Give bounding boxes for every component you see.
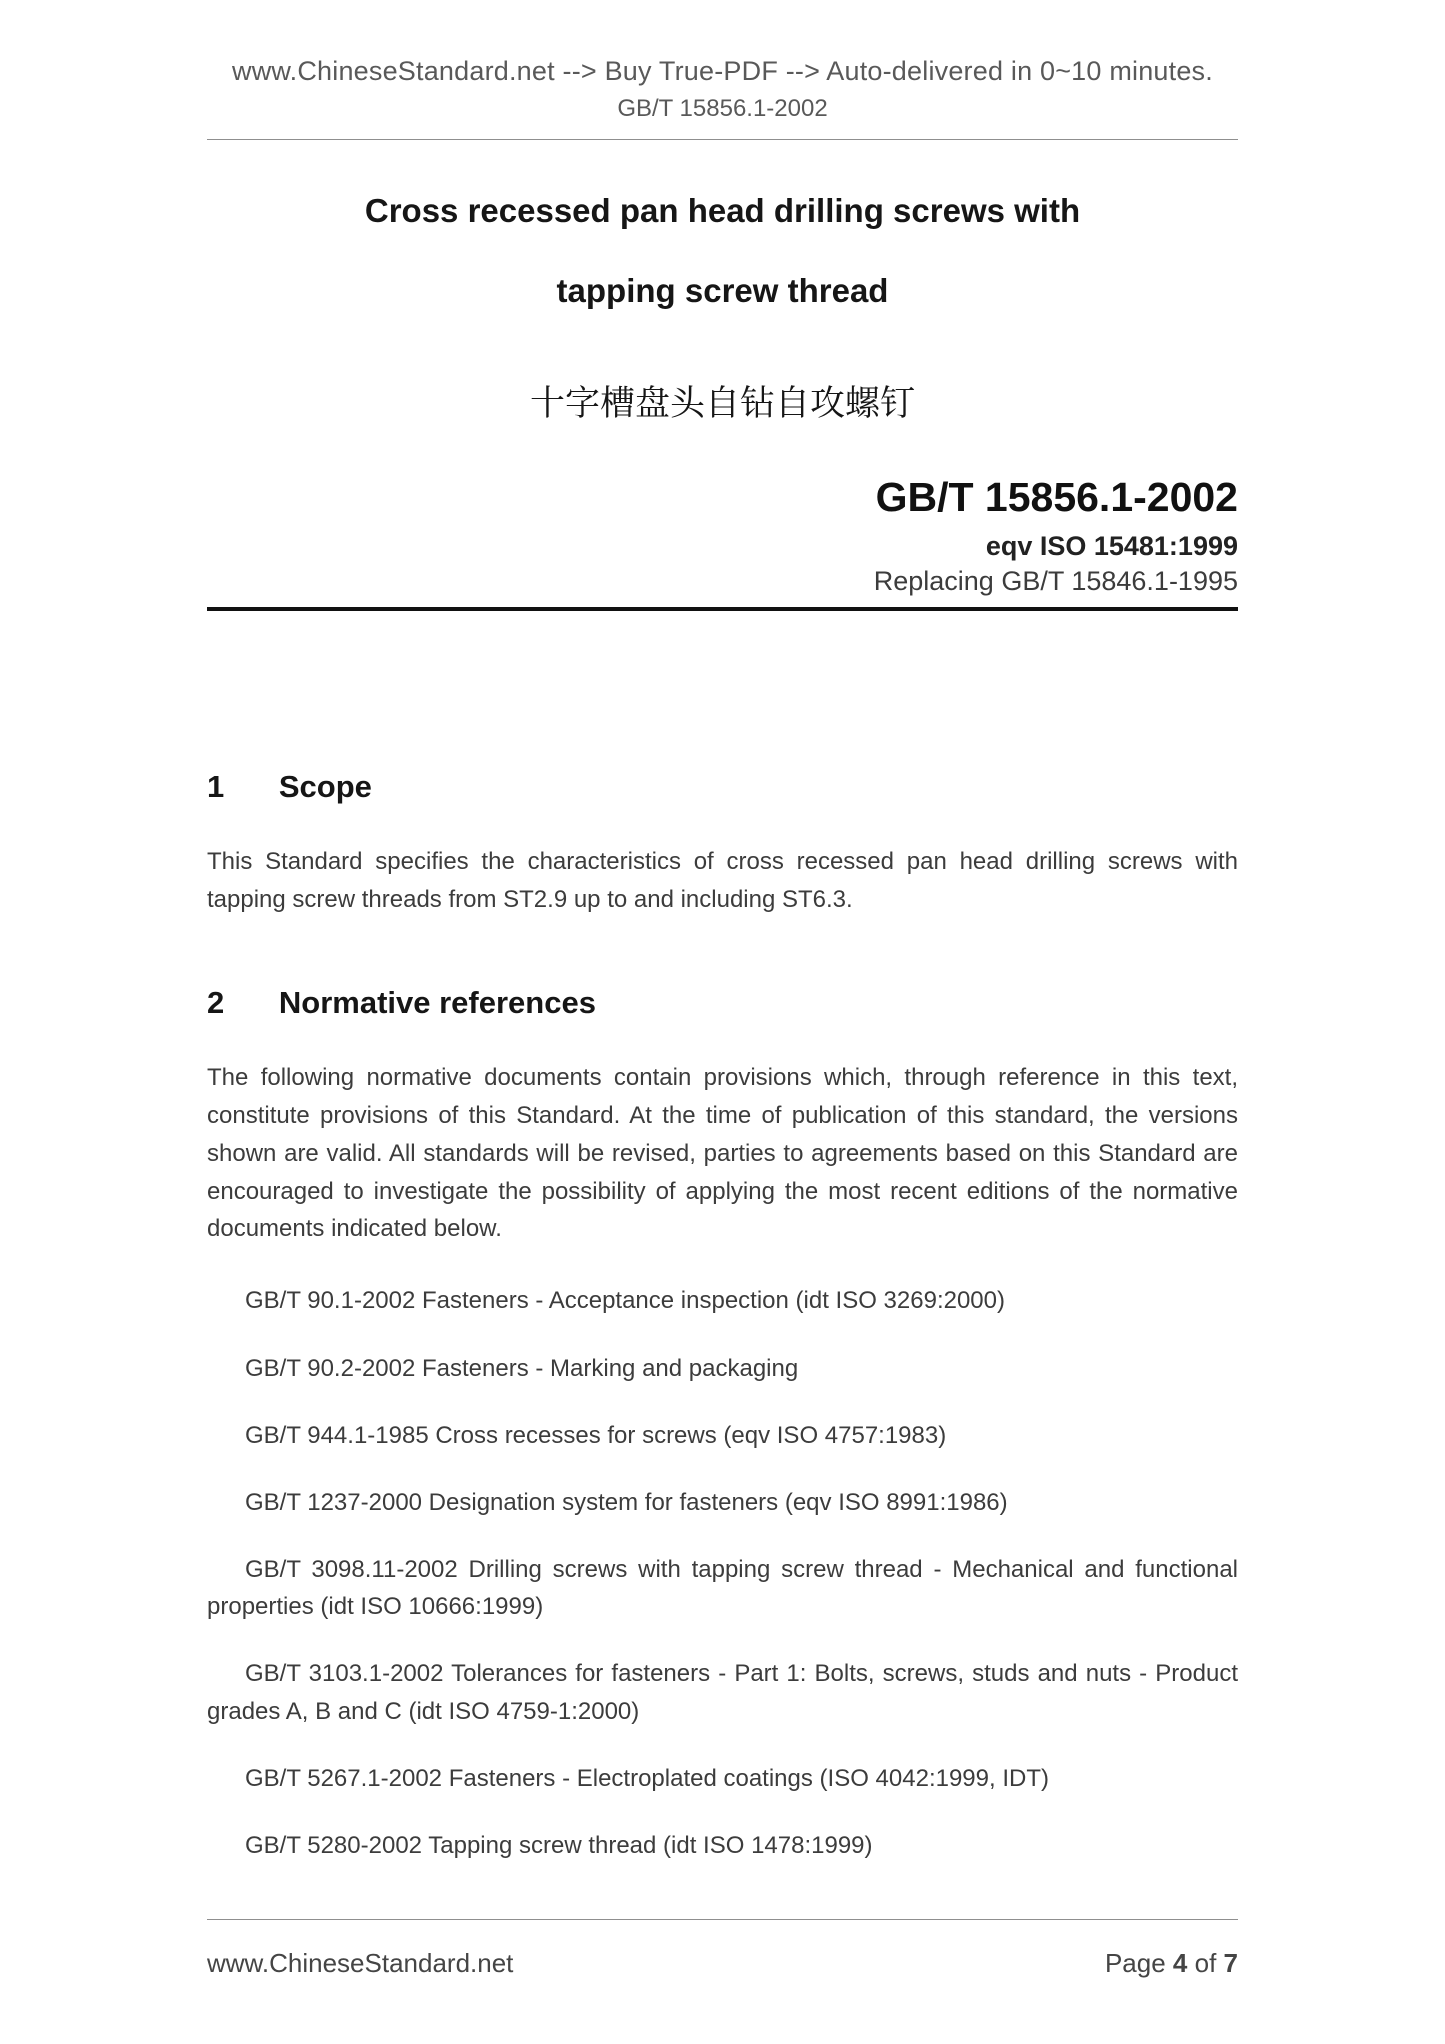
promo-banner: www.ChineseStandard.net --> Buy True-PDF --> Auto-delivered in 0~10 minutes. (232, 56, 1213, 86)
section-title: Scope (278, 769, 372, 804)
reference-item: GB/T 3098.11-2002 Drilling screws with tapping screw thread - Mechanical and functional properties (idt ISO 10666:1999) (207, 1556, 1238, 1621)
section-heading-scope (207, 769, 1238, 805)
header-divider (207, 139, 1238, 140)
document-title-chinese: 十字槽盘头自钻自攻螺钉 (529, 384, 915, 423)
page-header (0, 0, 1445, 123)
document-title-line-1: Cross recessed pan head drilling screws with (364, 192, 1081, 229)
section-number: 1 (207, 769, 225, 804)
reference-item: GB/T 90.1-2002 Fasteners - Acceptance inspection (idt ISO 3269:2000) (245, 1287, 1005, 1315)
designation-divider (207, 607, 1238, 611)
reference-item: GB/T 1237-2000 Designation system for fasteners (eqv ISO 8991:1986) (245, 1488, 1008, 1516)
reference-item: GB/T 5267.1-2002 Fasteners - Electroplated coatings (ISO 4042:1999, IDT) (245, 1764, 1049, 1792)
standard-code: GB/T 15856.1-2002 (875, 474, 1238, 520)
page-total: 7 (1223, 1948, 1238, 1978)
reference-list (207, 1282, 1238, 1864)
section-title: Normative references (278, 984, 596, 1020)
standard-replacing-note: Replacing GB/T 15846.1-1995 (873, 566, 1238, 596)
footer-row (207, 1948, 1238, 1979)
header-doc-code: GB/T 15856.1-2002 (617, 95, 828, 122)
page-indicator-prefix: Page (1104, 1948, 1173, 1978)
scope-paragraph: This Standard specifies the characteristics of cross recessed pan head drilling screws with tapping screw threads from ST2.9 up to and including ST6.3. (207, 848, 1238, 913)
reference-item: GB/T 3103.1-2002 Tolerances for fasteners - Part 1: Bolts, screws, studs and nuts - Product grades A, B and C (idt ISO 4759-1:2000) (207, 1660, 1238, 1725)
standard-designation-block (207, 474, 1238, 597)
standard-equivalence: eqv ISO 15481:1999 (985, 531, 1238, 561)
normative-references-paragraph: The following normative documents contain provisions which, through reference in this text, constitute provisions of this Standard. At the time of publication of this standard, the versions shown are valid. All standards will be revised, parties to agreements based on this Standard are encouraged to investigate the possibility of applying the most recent editions of the normative documents indicated below. (207, 1063, 1238, 1243)
reference-item: GB/T 5280-2002 Tapping screw thread (idt ISO 1478:1999) (245, 1832, 873, 1860)
page-current: 4 (1172, 1948, 1188, 1978)
reference-item: GB/T 90.2-2002 Fasteners - Marking and packaging (245, 1354, 799, 1382)
reference-item: GB/T 944.1-1985 Cross recesses for screws (eqv ISO 4757:1983) (245, 1421, 947, 1449)
section-heading-normative-references (207, 985, 1238, 1021)
section-number: 2 (207, 984, 225, 1020)
page-content (0, 139, 1445, 1864)
footer-divider (207, 1919, 1238, 1920)
page-indicator (1105, 1948, 1238, 1979)
page-indicator-of: of (1187, 1948, 1224, 1978)
document-title-line-2: tapping screw thread (556, 272, 889, 309)
footer-site: www.ChineseStandard.net (207, 1948, 514, 1978)
page-footer (207, 1919, 1238, 1979)
